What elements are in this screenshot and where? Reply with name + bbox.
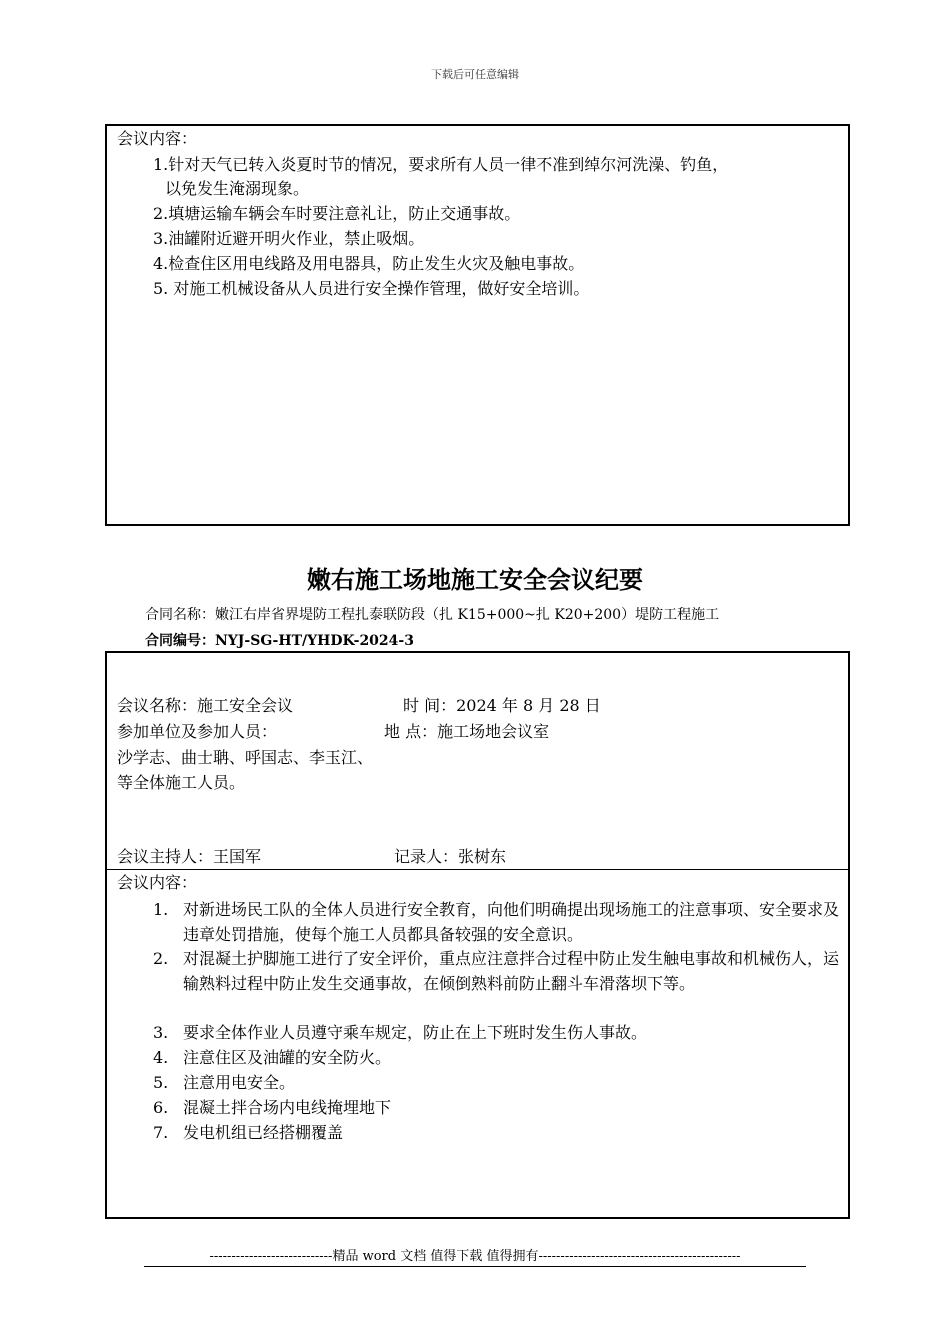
content-item-1-cont: 以免发生淹溺现象。 [165, 179, 310, 198]
all-staff: 等全体施工人员。 [117, 773, 246, 792]
content-heading: 会议内容： [117, 129, 198, 148]
content-item-1: 1.针对天气已转入炎夏时节的情况，要求所有人员一律不准到绰尔河洗澡、钓鱼， [153, 155, 729, 174]
document-title: 嫩右施工场地施工安全会议纪要 [307, 565, 643, 594]
content-item-5: 5. 对施工机械设备从人员进行安全操作管理，做好安全培训。 [153, 279, 590, 298]
meeting-recorder: 记录人：张树东 [394, 847, 507, 866]
meeting-content-box-1 [105, 124, 850, 526]
item-number: 6. [153, 1098, 169, 1117]
content-item-2: 2.填塘运输车辆会车时要注意礼让，防止交通事故。 [153, 204, 521, 223]
meeting-place: 地 点：施工场地会议室 [384, 722, 550, 741]
item-number: 2. [153, 949, 169, 968]
participants: 沙学志、曲士聃、呼国志、李玉江、 [117, 748, 374, 767]
item-number: 1. [153, 900, 169, 919]
page-header: 下载后可任意编辑 [431, 68, 519, 81]
content-item-3: 3.油罐附近避开明火作业，禁止吸烟。 [153, 229, 425, 248]
content-item-2 [153, 946, 843, 1021]
item-number: 3. [153, 1023, 169, 1042]
item-text: 发电机组已经搭棚覆盖 [183, 1123, 344, 1142]
meeting-time: 时 间：2024 年 8 月 28 日 [403, 696, 601, 715]
section-divider [107, 869, 848, 870]
item-text: 对新进场民工队的全体人员进行安全教育，向他们明确提出现场施工的注意事项、安全要求及违章处罚措施，使每个施工人员都具备较强的安全意识。 [183, 900, 840, 944]
meeting-name: 会议名称：施工安全会议 [117, 696, 294, 715]
item-text: 要求全体作业人员遵守乘车规定，防止在上下班时发生伤人事故。 [183, 1023, 648, 1042]
contract-number: 合同编号：NYJ-SG-HT/YHDK-2024-3 [145, 633, 414, 649]
page-footer: ----------------------------精品 word 文档 值得下载 值得拥有---------------------------------------------- [144, 1245, 806, 1267]
item-number: 7. [153, 1123, 169, 1142]
content-item-4: 4.检查住区用电线路及用电器具，防止发生火灾及触电事故。 [153, 254, 585, 273]
meeting-record-box [105, 651, 850, 1219]
item-number: 5. [153, 1073, 169, 1092]
item-text: 注意住区及油罐的安全防火。 [183, 1048, 392, 1067]
item-text: 对混凝土护脚施工进行了安全评价，重点应注意拌合过程中防止发生触电事故和机械伤人，运输熟料过程中防止发生交通事故，在倾倒熟料前防止翻斗车滑落坝下等。 [183, 949, 840, 993]
item-number: 4. [153, 1048, 169, 1067]
content-heading: 会议内容： [117, 873, 198, 892]
contract-name: 合同名称：嫩江右岸省界堤防工程扎泰联防段（扎 K15+000~扎 K20+200）堤防工程施工 [145, 607, 720, 623]
item-text: 注意用电安全。 [183, 1073, 296, 1092]
participants-label: 参加单位及参加人员： [117, 722, 278, 741]
meeting-host: 会议主持人：王国军 [117, 847, 262, 866]
item-text: 混凝土拌合场内电线掩埋地下 [183, 1098, 392, 1117]
